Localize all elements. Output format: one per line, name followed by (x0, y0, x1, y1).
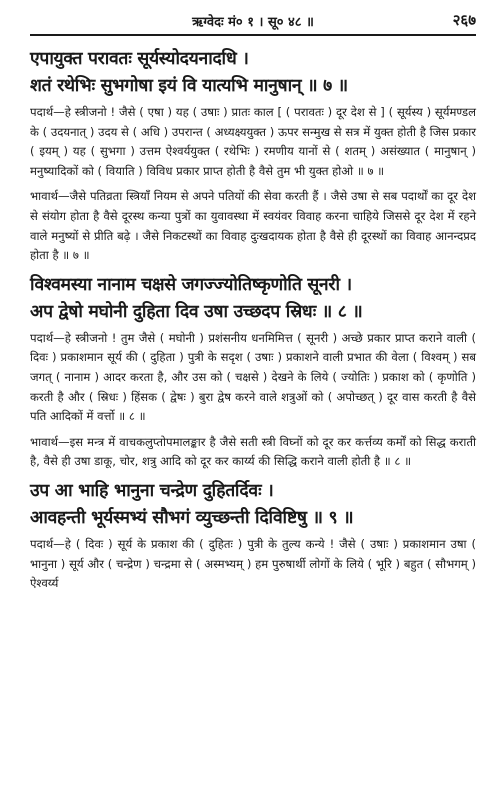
page-number: २६७ (452, 11, 476, 29)
mantra-9-line-1: उप आ भाहि भानुना चन्द्रेण दुहितर्दिवः । (30, 480, 274, 501)
padartha-7: पदार्थ—हे स्त्रीजनो ! जैसे ( एषा ) यह ( उषाः ) प्रातः काल [ ( परावतः ) दूर देश से ] ( सूर्यस्य ) सूर्यमण्डल के ( उदयनात् ) उदय से ( अधि ) उपरान्त ( अध्यक्ष्ययुक्त ) ऊपर सन्मुख से सत्र में युक्त होती है जिस प्रकार ( इयम् ) यह ( सुभगा ) उत्तम ऐश्वर्ययुक्त ( रथेभिः ) रमणीय यानों से ( शतम् ) असंख्यात ( मानुषान् ) मनुष्यादिकों को ( वियाति ) विविध प्रकार प्राप्त होती है वैसे तुम भी युक्त होओ ॥ ७ ॥ (30, 105, 476, 178)
mantra-7-line-1: एपायुक्त परावतः सूर्यस्योदयनादधि । (30, 49, 249, 69)
bhavartha-8: भावार्थ—इस मन्त्र में वाचकलुप्तोपमालङ्कार है जैसे सती स्त्री विघ्नों को दूर कर कर्त्तव्य कर्मों को सिद्ध कराती है, वैसे ही उषा डाकू, चोर, शत्रु आदि को दूर कर कार्य्य की सिद्धि कराने वाली होती है ॥ ८ ॥ (30, 434, 476, 469)
mantra-7-line-2: शतं रथेभिः सुभगोषा इयं वि यात्यभि मानुषान् ॥ ७ ॥ (30, 76, 348, 96)
header-rule (30, 34, 476, 36)
mantra-8-line-1: विश्वमस्या नानाम चक्षसे जगज्ज्योतिष्कृणोति सूनरी । (30, 274, 352, 295)
padartha-8: पदार्थ—हे स्त्रीजनो ! तुम जैसे ( मघोनी ) प्रशंसनीय धनमिमित्त ( सूनरी ) अच्छे प्रकार प्राप्त कराने वाली ( दिवः ) प्रकाशमान सूर्य की ( दुहिता ) पुत्री के सदृश ( उषाः ) प्रकाशने वाली प्रभात की वेला ( विश्वम् ) सब जगत् ( नानाम ) आदर करता है, और उस को ( चक्षसे ) देखने के लिये ( ज्योतिः ) प्रकाश को ( कृणोति ) करती है और ( स्रिधः ) हिंसक ( द्वेषः ) बुरा द्वेष करने वाले शत्रुओं को ( अपोच्छत् ) दूर वास करती है वैसे पति आदिकों में वर्त्तो ॥ ८ ॥ (30, 330, 476, 424)
mantra-9-line-2: आवहन्ती भूर्यस्मभ्यं सौभगं व्युच्छन्ती दिविष्टिषु ॥ ९ ॥ (30, 507, 354, 528)
padartha-9: पदार्थ—हे ( दिवः ) सूर्य के प्रकाश की ( दुहितः ) पुत्री के तुल्य कन्ये ! जैसे ( उषाः ) प्रकाशमान उषा ( भानुना ) सूर्य और ( चन्द्रेण ) चन्द्रमा से ( अस्मभ्यम् ) हम पुरुषार्थी लोगों के लिये ( भूरि ) बहुत ( सौभगम् ) ऐश्वर्य्य (30, 536, 476, 591)
bhavartha-7: भावार्थ—जैसे पतिव्रता स्त्रियाँ नियम से अपने पतियों की सेवा करती हैं । जैसे उषा से सब पदार्थों का दूर देश से संयोग होता है वैसे दूरस्थ कन्या पुत्रों का युवावस्था में स्वयंवर विवाह करना चाहिये जिससे दूर देश में रहने वाले मनुष्यों से प्रीति बढ़े । जैसे निकटस्थों का विवाह दुःखदायक होता है वैसे ही दूरस्थों का विवाह आनन्दप्रद होता है ॥ ७ ॥ (30, 189, 476, 263)
running-title: ऋग्वेदः मं० १ । सू० ४८ ॥ (192, 15, 314, 30)
mantra-8-line-2: अप द्वेषो मघोनी दुहिता दिव उषा उच्छदप स्रिधः ॥ ८ ॥ (30, 301, 363, 322)
page-header (30, 8, 476, 32)
